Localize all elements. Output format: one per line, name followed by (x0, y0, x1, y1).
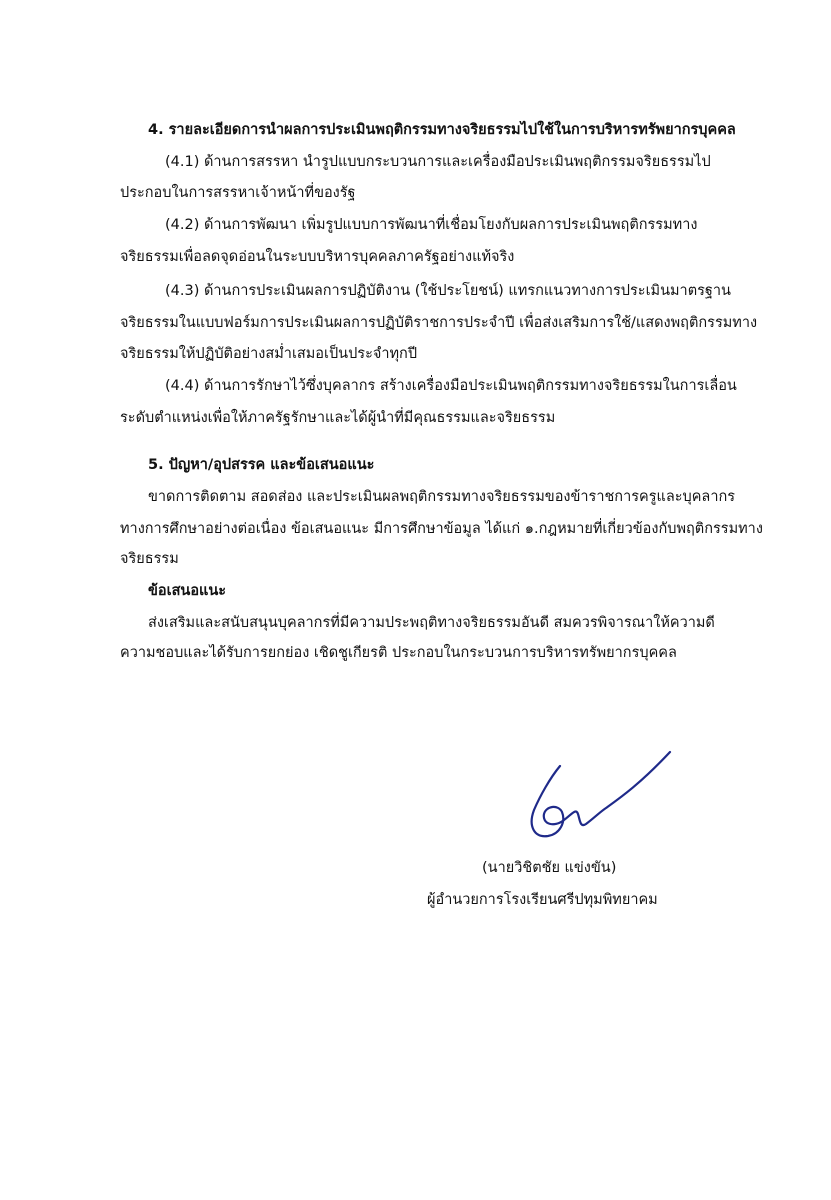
suggestion-line: ความชอบและได้รับการยกย่อง เชิดชูเกียรติ ประกอบในกระบวนการบริหารทรัพยากรบุคคล (120, 645, 677, 661)
signer-name: (นายวิชิตชัย แข่งขัน) (482, 860, 617, 876)
section-4-line: (4.2) ด้านการพัฒนา เพิ่มรูปแบบการพัฒนาที่เชื่อมโยงกับผลการประเมินพฤติกรรมทาง (165, 217, 698, 233)
suggestion-line: ส่งเสริมและสนับสนุนบุคลากรที่มีความประพฤติทางจริยธรรมอันดี สมควรพิจารณาให้ความดี (148, 615, 715, 631)
section-4-line: จริยธรรมให้ปฏิบัติอย่างสม่ำเสมอเป็นประจำทุกปี (120, 346, 418, 362)
section-4-line: (4.3) ด้านการประเมินผลการปฏิบัติงาน (ใช้ประโยชน์) แทรกแนวทางการประเมินมาตรฐาน (165, 283, 731, 299)
section-4-line: จริยธรรมในแบบฟอร์มการประเมินผลการปฏิบัติราชการประจำปี เพื่อส่งเสริมการใช้/แสดงพฤติกรรมทาง (120, 315, 758, 331)
suggestion-heading: ข้อเสนอแนะ (148, 583, 227, 599)
section-5-heading: 5. ปัญหา/อุปสรรค และข้อเสนอแนะ (148, 457, 375, 473)
signer-position: ผู้อำนวยการโรงเรียนศรีปทุมพิทยาคม (427, 892, 658, 908)
section-5-line: จริยธรรม (120, 551, 179, 567)
section-4-line: (4.1) ด้านการสรรหา นำรูปแบบกระบวนการและเครื่องมือประเมินพฤติกรรมจริยธรรมไป (165, 154, 711, 170)
section-4-line: ระดับตำแหน่งเพื่อให้ภาครัฐรักษาและได้ผู้นำที่มีคุณธรรมและจริยธรรม (120, 410, 556, 426)
section-4-line: ประกอบในการสรรหาเจ้าหน้าที่ของรัฐ (120, 185, 356, 201)
signature-image (520, 748, 680, 848)
section-5-line: ขาดการติดตาม สอดส่อง และประเมินผลพฤติกรรมทางจริยธรรมของข้าราชการครูและบุคลากร (148, 489, 736, 505)
section-4-line: จริยธรรมเพื่อลดจุดอ่อนในระบบบริหารบุคคลภาครัฐอย่างแท้จริง (120, 249, 515, 265)
section-4-line: (4.4) ด้านการรักษาไว้ซึ่งบุคลากร สร้างเครื่องมือประเมินพฤติกรรมทางจริยธรรมในการเลื่อน (165, 378, 737, 394)
signature-stroke (532, 752, 670, 836)
section-5-line: ทางการศึกษาอย่างต่อเนื่อง ข้อเสนอแนะ มีการศึกษาข้อมูล ได้แก่ ๑.กฎหมายที่เกี่ยวข้องกับพฤติกรรมทาง (120, 521, 763, 537)
section-4-heading: 4. รายละเอียดการนำผลการประเมินพฤติกรรมทางจริยธรรมไปใช้ในการบริหารทรัพยากรบุคคล (148, 122, 736, 138)
